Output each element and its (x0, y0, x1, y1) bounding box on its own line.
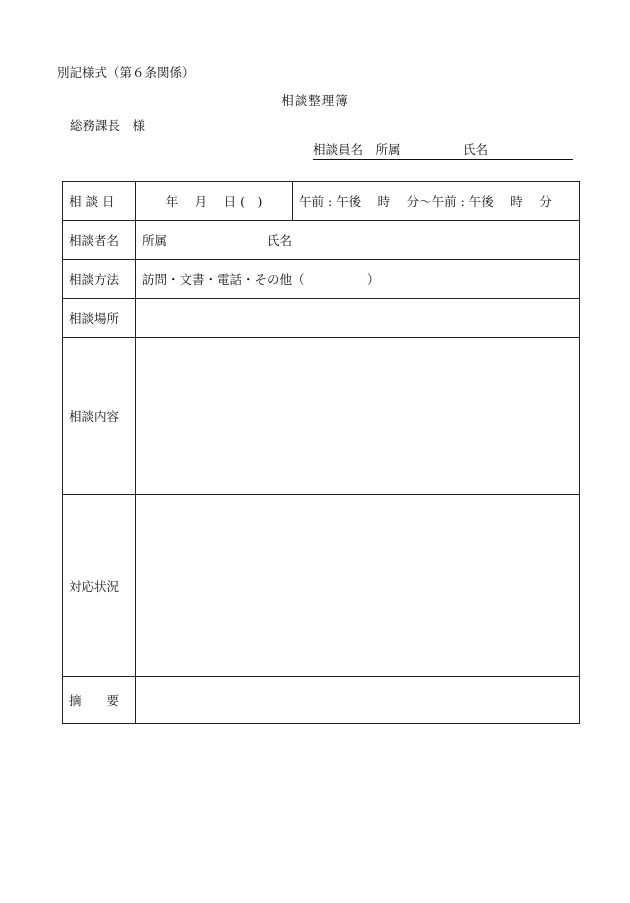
label-content: 相談内容 (63, 338, 136, 495)
response-field[interactable] (136, 495, 580, 677)
row-summary (63, 677, 580, 724)
consultation-record-table (62, 181, 580, 724)
document-title: 相談整理簿 (281, 93, 349, 108)
time-field[interactable]: 午前 : 午後 時 分〜午前 : 午後 時 分 (293, 182, 580, 221)
row-content (63, 338, 580, 495)
summary-field[interactable] (136, 677, 580, 724)
row-response (63, 495, 580, 677)
label-place: 相談場所 (63, 299, 136, 338)
row-date (63, 182, 580, 221)
label-method: 相談方法 (63, 260, 136, 299)
addressee: 総務課長 様 (70, 118, 146, 133)
method-field[interactable]: 訪問・文書・電話・その他（ ） (136, 260, 580, 299)
row-method (63, 260, 580, 299)
place-field[interactable] (136, 299, 580, 338)
label-client: 相談者名 (63, 221, 136, 260)
form-reference: 別記様式（第６条関係） (57, 65, 195, 80)
row-place (63, 299, 580, 338)
label-date: 相 談 日 (63, 182, 136, 221)
label-summary: 摘 要 (63, 677, 136, 724)
date-field[interactable]: 年 月 日 ( ) (136, 182, 293, 221)
content-field[interactable] (136, 338, 580, 495)
row-client (63, 221, 580, 260)
label-response: 対応状況 (63, 495, 136, 677)
client-field[interactable]: 所属 氏名 (136, 221, 580, 260)
counselor-field[interactable]: 相談員名 所属 氏名 (313, 144, 573, 160)
